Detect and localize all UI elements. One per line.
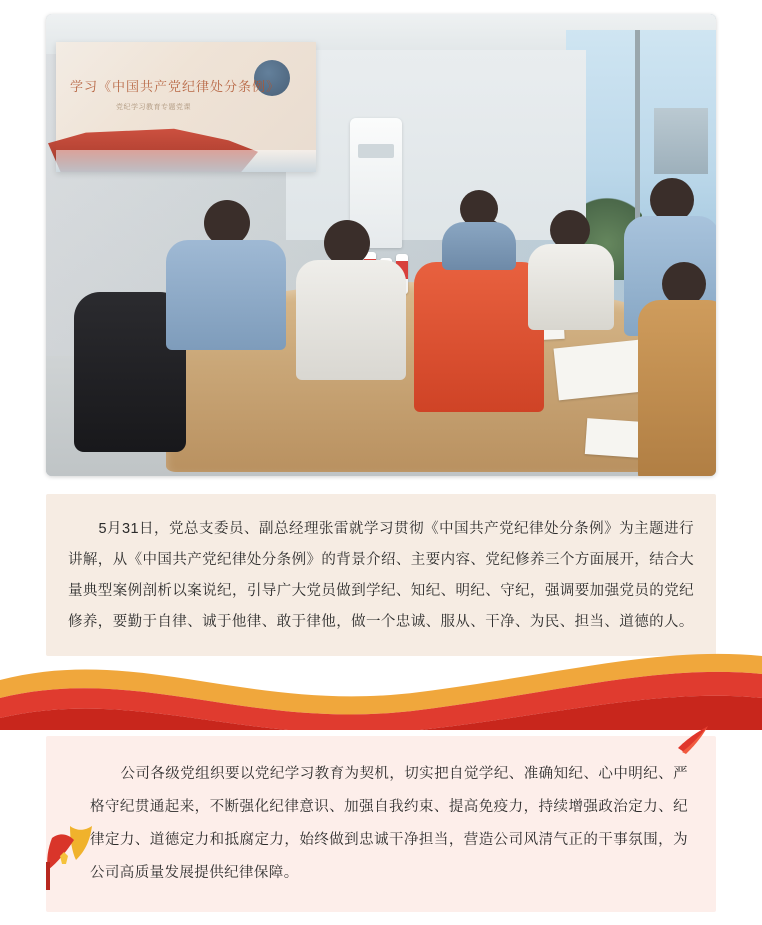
document-paper xyxy=(554,340,645,401)
paragraph-second-text: 公司各级党组织要以党纪学习教育为契机，切实把自觉学纪、准确知纪、心中明纪、严格守纪贯通起来，不断强化纪律意识、加强自我约束、提高免疫力，持续增强政治定力、纪律定力、道德定力和抵腐定力，始终做到忠诚干净担当，营造公司风清气正的干事氛围，为公司高质量发展提供纪律保障。 xyxy=(90,766,688,881)
paragraph-block-second xyxy=(46,736,716,912)
paragraph-first-text: 5月31日，党总支委员、副总经理张雷就学习贯彻《中国共产党纪律处分条例》为主题进行讲解，从《中国共产党纪律处分条例》的背景介绍、主要内容、党纪修养三个方面展开，结合大量典型案例剖析以案说纪，引导广大党员做到学纪、知纪、明纪、守纪，强调要加强党员的党纪修养，要勤于自律、诚于他律、敢于律他，做一个忠诚、服从、干净、为民、担当、道德的人。 xyxy=(68,521,694,630)
person xyxy=(638,262,716,476)
slide-title: 学习《中国共产党纪律处分条例》 xyxy=(70,79,281,94)
slide-subtitle: 党纪学习教育专题党课 xyxy=(116,104,191,111)
document-paper xyxy=(585,418,643,458)
red-flag-icon xyxy=(42,822,96,892)
person xyxy=(166,200,286,340)
person xyxy=(296,220,406,370)
red-ribbon-icon xyxy=(676,722,710,756)
person xyxy=(442,190,516,260)
slide-wave-graphic xyxy=(56,150,316,172)
wave-divider xyxy=(0,640,762,730)
projection-screen xyxy=(56,42,316,172)
paragraph-block-first xyxy=(46,494,716,656)
building-outside xyxy=(654,108,708,174)
photo-canvas xyxy=(46,14,716,476)
person xyxy=(528,210,614,320)
meeting-photo xyxy=(46,14,716,476)
